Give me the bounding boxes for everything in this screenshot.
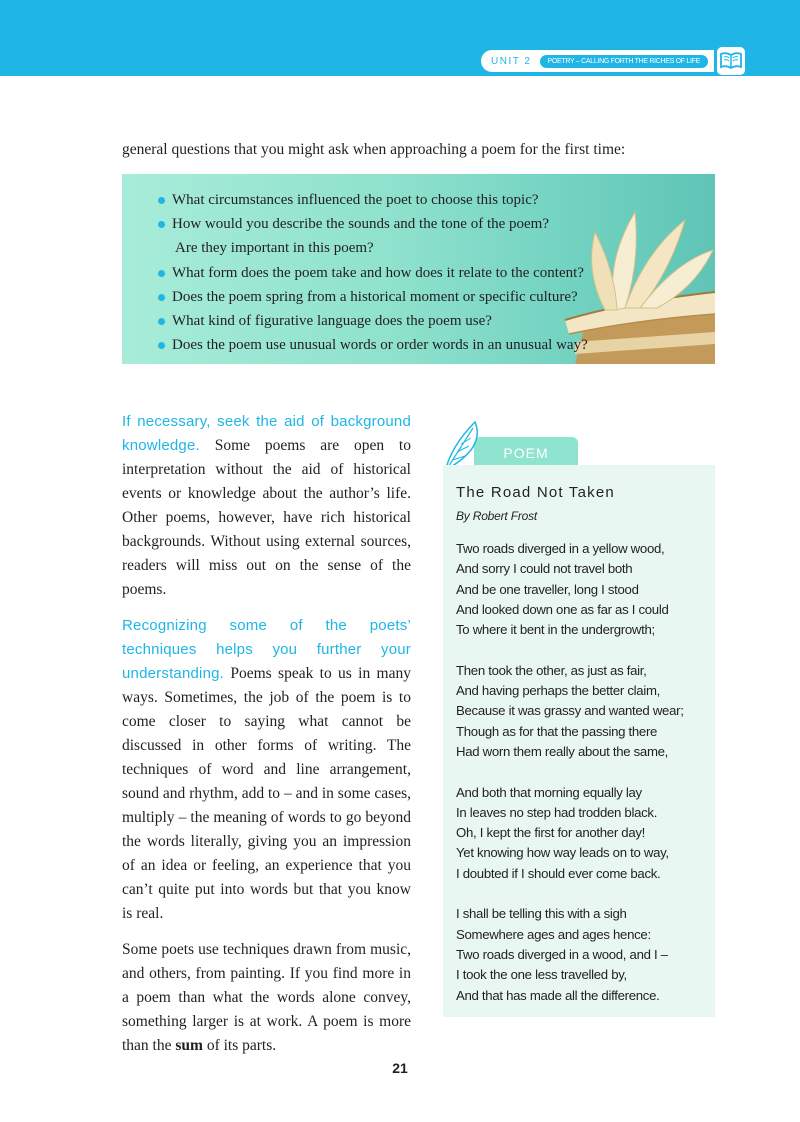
unit-tag: [481, 50, 714, 72]
poem-line: Had worn them really about the same,: [456, 743, 669, 759]
question-item: What circumstances influenced the poet to choose this topic?: [157, 188, 588, 212]
poem-line: Though as for that the passing there: [456, 723, 658, 739]
question-item: What kind of figurative language does the poem use?: [157, 309, 588, 333]
poem-line: Because it was grassy and wanted wear;: [456, 703, 684, 719]
poem-line: And having perhaps the better claim,: [456, 683, 660, 699]
questions-box: [122, 174, 715, 364]
poem-line: I took the one less travelled by,: [456, 967, 627, 983]
poem-line: I shall be telling this with a sigh: [456, 906, 627, 922]
paragraph-text: Some poets use techniques drawn from music, and others, from painting. If you find more in a poem than what the words alone convey, something larger is at work. A poem is more than the: [122, 941, 411, 1054]
question-item: Does the poem use unusual words or order words in an unusual way?: [157, 333, 588, 357]
paragraph-text: Poems speak to us in many ways. Sometimes, the job of the poem is to come closer to saying what cannot be discussed in other forms of writing. The techniques of word and line arrangement, sound and rhythm, add to – and in some cases, multiply – the meaning of words to go beyond the words literally, giving you an impression of an idea or feeling, an experience that you can’t quite put into words but that you know is real.: [122, 665, 411, 922]
stanza: [456, 904, 684, 1005]
poem-author: By Robert Frost: [456, 509, 538, 523]
body-text-column: [122, 410, 411, 1070]
poem-line: Then took the other, as just as fair,: [456, 662, 647, 678]
paragraph-music-painting: [122, 938, 411, 1058]
bold-word: sum: [175, 1037, 203, 1054]
stanza: [456, 783, 684, 884]
unit-title: POETRY – CALLING FORTH THE RICHES OF LIFE: [540, 55, 709, 68]
poem-tab: [474, 437, 578, 465]
stanza: [456, 539, 684, 640]
poem-line: And looked down one as far as I could: [456, 601, 669, 617]
poem-line: Two roads diverged in a yellow wood,: [456, 541, 665, 556]
intro-text: general questions that you might ask when approaching a poem for the first time:: [122, 141, 626, 158]
question-item: How would you describe the sounds and the tone of the poem?: [157, 212, 588, 236]
poem-line: Two roads diverged in a wood, and I –: [456, 946, 668, 962]
poem-line: I doubted if I should ever come back.: [456, 865, 661, 881]
poem-line: Somewhere ages and ages hence:: [456, 926, 651, 942]
poem-line: And be one traveller, long I stood: [456, 581, 639, 597]
poem-line: And that has made all the difference.: [456, 987, 660, 1003]
poem-line: Yet knowing how way leads on to way,: [456, 845, 669, 861]
unit-label: UNIT 2: [491, 55, 532, 67]
question-item: What form does the poem take and how does it relate to the content?: [157, 261, 588, 285]
paragraph-text: of its parts.: [202, 1037, 277, 1054]
poem-line: In leaves no step had trodden black.: [456, 804, 658, 820]
paragraph-text: Some poems are open to interpretation without the aid of historical events or knowledge about the author’s life. Other poems, however, have rich historical backgrounds. Without using external sources, readers will miss out on the sense of the poems.: [122, 437, 411, 598]
highlight-heading: If necessary, seek the aid of background knowledge.: [122, 413, 411, 454]
highlight-heading: Recognizing some of the poets’ techniques helps you further your understanding.: [122, 617, 411, 682]
poem-line: Oh, I kept the first for another day!: [456, 825, 646, 841]
poem-stanzas: [456, 539, 684, 1026]
poem-tab-label: POEM: [503, 445, 549, 461]
poem-title: The Road Not Taken: [456, 484, 615, 501]
question-item-continued: Are they important in this poem?: [175, 240, 374, 257]
paragraph-background: [122, 410, 411, 602]
paragraph-techniques: [122, 614, 411, 926]
poem-line: To where it bent in the undergrowth;: [456, 622, 655, 638]
page-number: 21: [392, 1060, 408, 1076]
poem-line: And both that morning equally lay: [456, 784, 642, 800]
question-item: Does the poem spring from a historical moment or specific culture?: [157, 285, 588, 309]
poem-line: And sorry I could not travel both: [456, 561, 633, 577]
stanza: [456, 661, 684, 762]
open-book-icon: [717, 47, 745, 75]
poem-box: [443, 465, 715, 1017]
